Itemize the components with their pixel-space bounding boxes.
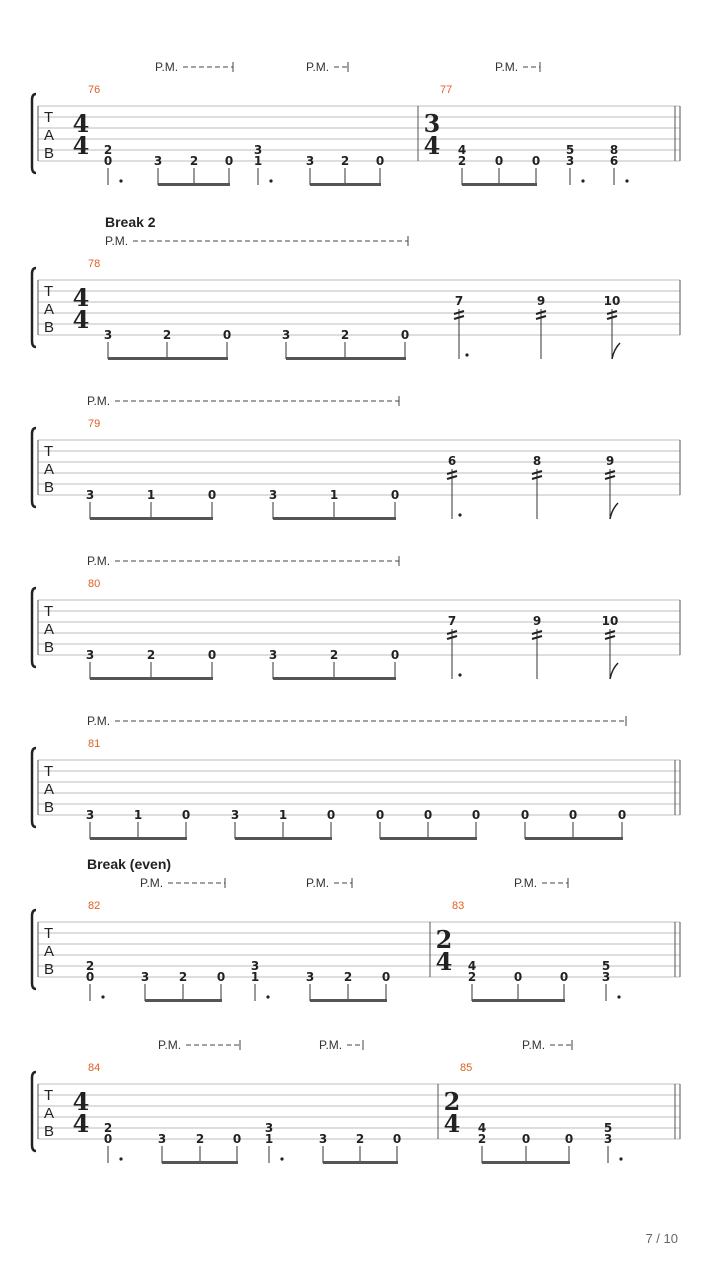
tab-clef-letter: T xyxy=(44,925,54,942)
tab-note xyxy=(447,614,462,679)
tab-note xyxy=(223,328,231,359)
tab-note xyxy=(147,648,155,679)
tab-note xyxy=(458,143,466,185)
tab-system xyxy=(32,60,680,186)
fret-number: 3 xyxy=(565,154,575,168)
palm-mute-label: P.M. xyxy=(140,876,164,890)
tab-note xyxy=(532,614,542,679)
fret-number: 1 xyxy=(264,1132,274,1146)
tab-note xyxy=(141,970,149,1001)
duration-dot xyxy=(119,179,122,182)
fret-number: 2 xyxy=(103,1121,113,1135)
time-signature-bottom: 4 xyxy=(423,131,441,160)
fret-number: 0 xyxy=(531,154,541,168)
tab-note xyxy=(154,154,162,185)
measure-number: 79 xyxy=(88,418,101,430)
tab-clef-letter: A xyxy=(44,461,55,478)
fret-number: 3 xyxy=(305,970,315,984)
palm-mute-label: P.M. xyxy=(306,60,330,74)
tab-system xyxy=(32,714,680,840)
palm-mute-label: P.M. xyxy=(87,394,111,408)
system-bracket xyxy=(32,910,36,989)
fret-number: 2 xyxy=(467,970,477,984)
fret-number: 3 xyxy=(603,1132,613,1146)
fret-number: 0 xyxy=(381,970,391,984)
tab-clef-letter: B xyxy=(44,479,55,496)
tab-note xyxy=(602,614,619,679)
beam xyxy=(162,1161,238,1164)
tab-note xyxy=(376,808,384,839)
fret-number: 0 xyxy=(494,154,504,168)
tab-note xyxy=(196,1132,204,1163)
tab-clef-letter: B xyxy=(44,145,55,162)
fret-number: 0 xyxy=(224,154,234,168)
measure-number: 80 xyxy=(88,578,101,590)
tab-clef-letter: A xyxy=(44,127,55,144)
tab-note xyxy=(265,1121,284,1163)
tab-note xyxy=(604,294,621,359)
time-signature-bottom: 4 xyxy=(443,1109,461,1138)
tab-system xyxy=(32,554,680,680)
duration-dot xyxy=(458,513,461,516)
duration-dot xyxy=(625,179,628,182)
tab-note xyxy=(341,328,349,359)
fret-number: 5 xyxy=(601,959,611,973)
tab-note xyxy=(478,1121,486,1163)
fret-number: 0 xyxy=(521,1132,531,1146)
fret-number: 4 xyxy=(457,143,467,157)
fret-number: 1 xyxy=(133,808,143,822)
fret-number: 2 xyxy=(162,328,172,342)
tab-note xyxy=(610,143,629,185)
tab-clef-letter: B xyxy=(44,1123,55,1140)
fret-number: 3 xyxy=(268,648,278,662)
tab-note xyxy=(254,143,273,185)
tab-note xyxy=(468,959,476,1001)
fret-number: 2 xyxy=(146,648,156,662)
duration-dot xyxy=(280,1157,283,1160)
note-flag xyxy=(612,343,620,359)
tab-note xyxy=(522,1132,530,1163)
tab-note xyxy=(376,154,384,185)
tab-note xyxy=(104,1121,123,1163)
tab-clef-letter: A xyxy=(44,621,55,638)
tab-note xyxy=(208,648,216,679)
tab-note xyxy=(86,959,105,1001)
beam xyxy=(90,837,187,840)
palm-mute-label: P.M. xyxy=(158,1038,182,1052)
palm-mute-label: P.M. xyxy=(155,60,179,74)
measure-number: 85 xyxy=(460,1062,473,1074)
fret-number: 3 xyxy=(157,1132,167,1146)
fret-number: 9 xyxy=(536,294,546,308)
fret-number: 0 xyxy=(390,648,400,662)
beam xyxy=(472,999,565,1002)
duration-dot xyxy=(458,673,461,676)
fret-number: 2 xyxy=(103,143,113,157)
tab-note xyxy=(330,488,338,519)
fret-number: 0 xyxy=(207,488,217,502)
fret-number: 4 xyxy=(477,1121,487,1135)
fret-number: 2 xyxy=(85,959,95,973)
tab-note xyxy=(602,959,621,1001)
fret-number: 2 xyxy=(195,1132,205,1146)
measure-number: 78 xyxy=(88,258,101,270)
tab-clef-letter: T xyxy=(44,109,54,126)
tab-clef-letter: T xyxy=(44,763,54,780)
duration-dot xyxy=(581,179,584,182)
tab-system xyxy=(32,394,680,520)
system-bracket xyxy=(32,268,36,347)
tab-clef-letter: T xyxy=(44,283,54,300)
tab-note xyxy=(605,454,618,519)
beam xyxy=(235,837,332,840)
beam xyxy=(310,999,387,1002)
tab-note xyxy=(319,1132,327,1163)
tab-note xyxy=(269,648,277,679)
tab-note xyxy=(306,970,314,1001)
fret-number: 3 xyxy=(85,488,95,502)
tab-note xyxy=(391,648,399,679)
tab-note xyxy=(134,808,142,839)
tab-note xyxy=(306,154,314,185)
fret-number: 0 xyxy=(568,808,578,822)
fret-number: 2 xyxy=(477,1132,487,1146)
fret-number: 0 xyxy=(513,970,523,984)
fret-number: 2 xyxy=(355,1132,365,1146)
note-flag xyxy=(610,663,618,679)
tab-note xyxy=(86,808,94,839)
duration-dot xyxy=(269,179,272,182)
beam xyxy=(145,999,222,1002)
fret-number: 1 xyxy=(250,970,260,984)
fret-number: 7 xyxy=(454,294,464,308)
duration-dot xyxy=(619,1157,622,1160)
fret-number: 1 xyxy=(329,488,339,502)
palm-mute-label: P.M. xyxy=(319,1038,343,1052)
measure-number: 82 xyxy=(88,900,101,912)
fret-number: 5 xyxy=(565,143,575,157)
tab-clef-letter: B xyxy=(44,319,55,336)
measure-number: 83 xyxy=(452,900,465,912)
fret-number: 3 xyxy=(85,808,95,822)
tab-note xyxy=(356,1132,364,1163)
tab-system xyxy=(32,214,680,360)
tab-note xyxy=(182,808,190,839)
beam xyxy=(525,837,623,840)
tab-clef-letter: A xyxy=(44,943,55,960)
time-signature-top: 3 xyxy=(423,109,441,138)
fret-number: 0 xyxy=(564,1132,574,1146)
time-signature-top: 4 xyxy=(72,109,90,138)
beam xyxy=(380,837,477,840)
measure-number: 84 xyxy=(88,1062,101,1074)
beam xyxy=(323,1161,398,1164)
tab-note xyxy=(269,488,277,519)
tab-note xyxy=(86,488,94,519)
tab-system xyxy=(32,856,680,1002)
beam xyxy=(108,357,228,360)
tab-note xyxy=(282,328,290,359)
tab-note xyxy=(251,959,270,1001)
fret-number: 0 xyxy=(375,808,385,822)
tab-note xyxy=(225,154,233,185)
palm-mute-label: P.M. xyxy=(87,554,111,568)
fret-number: 2 xyxy=(457,154,467,168)
tab-note xyxy=(393,1132,401,1163)
tab-note xyxy=(217,970,225,1001)
fret-number: 0 xyxy=(423,808,433,822)
fret-number: 1 xyxy=(278,808,288,822)
measure-number: 77 xyxy=(440,84,453,96)
time-signature-bottom: 4 xyxy=(72,305,90,334)
palm-mute-label: P.M. xyxy=(306,876,330,890)
tab-note xyxy=(179,970,187,1001)
fret-number: 3 xyxy=(153,154,163,168)
palm-mute-label: P.M. xyxy=(495,60,519,74)
fret-number: 3 xyxy=(250,959,260,973)
tab-note xyxy=(86,648,94,679)
palm-mute-label: P.M. xyxy=(87,714,111,728)
tab-note xyxy=(330,648,338,679)
tab-note xyxy=(560,970,568,1001)
system-bracket xyxy=(32,1072,36,1151)
tab-note xyxy=(536,294,546,359)
tab-note xyxy=(233,1132,241,1163)
tab-note xyxy=(618,808,626,839)
tab-note xyxy=(163,328,171,359)
fret-number: 0 xyxy=(222,328,232,342)
tab-clef-letter: A xyxy=(44,1105,55,1122)
palm-mute-label: P.M. xyxy=(514,876,538,890)
tab-note xyxy=(279,808,287,839)
fret-number: 6 xyxy=(609,154,619,168)
fret-number: 10 xyxy=(601,614,619,628)
time-signature-top: 2 xyxy=(435,925,453,954)
tab-note xyxy=(401,328,409,359)
fret-number: 9 xyxy=(532,614,542,628)
duration-dot xyxy=(617,995,620,998)
fret-number: 3 xyxy=(268,488,278,502)
fret-number: 7 xyxy=(447,614,457,628)
fret-number: 6 xyxy=(447,454,457,468)
tab-clef-letter: T xyxy=(44,1087,54,1104)
system-bracket xyxy=(32,588,36,667)
fret-number: 3 xyxy=(85,648,95,662)
tab-note xyxy=(104,143,123,185)
tab-note xyxy=(382,970,390,1001)
time-signature-bottom: 4 xyxy=(72,1109,90,1138)
fret-number: 2 xyxy=(340,328,350,342)
tab-note xyxy=(569,808,577,839)
beam xyxy=(462,183,537,186)
tab-clef-letter: B xyxy=(44,799,55,816)
fret-number: 9 xyxy=(605,454,615,468)
tab-note xyxy=(327,808,335,839)
fret-number: 4 xyxy=(467,959,477,973)
fret-number: 0 xyxy=(390,488,400,502)
fret-number: 3 xyxy=(230,808,240,822)
fret-number: 2 xyxy=(340,154,350,168)
fret-number: 8 xyxy=(532,454,542,468)
beam xyxy=(273,517,396,520)
beam xyxy=(273,677,396,680)
fret-number: 10 xyxy=(603,294,621,308)
fret-number: 3 xyxy=(281,328,291,342)
tab-clef-letter: A xyxy=(44,301,55,318)
fret-number: 0 xyxy=(559,970,569,984)
beam xyxy=(310,183,381,186)
tab-note xyxy=(344,970,352,1001)
tab-note xyxy=(532,454,542,519)
tab-system xyxy=(32,1038,680,1164)
tab-clef-letter: T xyxy=(44,443,54,460)
beam xyxy=(158,183,230,186)
tab-clef-letter: B xyxy=(44,961,55,978)
tab-note xyxy=(566,143,585,185)
tab-note xyxy=(147,488,155,519)
tab-note xyxy=(495,154,503,185)
tab-note xyxy=(532,154,540,185)
tab-clef-letter: T xyxy=(44,603,54,620)
fret-number: 0 xyxy=(181,808,191,822)
page-number: 7 / 10 xyxy=(645,1231,678,1246)
system-bracket xyxy=(32,748,36,827)
fret-number: 3 xyxy=(140,970,150,984)
tab-note xyxy=(190,154,198,185)
section-title: Break (even) xyxy=(87,856,172,872)
fret-number: 0 xyxy=(471,808,481,822)
fret-number: 0 xyxy=(85,970,95,984)
section-title: Break 2 xyxy=(105,214,156,230)
fret-number: 2 xyxy=(178,970,188,984)
tab-note xyxy=(514,970,522,1001)
system-bracket xyxy=(32,428,36,507)
duration-dot xyxy=(266,995,269,998)
tab-note xyxy=(104,328,112,359)
beam xyxy=(286,357,406,360)
measure-number: 76 xyxy=(88,84,101,96)
fret-number: 8 xyxy=(609,143,619,157)
fret-number: 1 xyxy=(146,488,156,502)
tab-note xyxy=(424,808,432,839)
tab-note xyxy=(521,808,529,839)
fret-number: 0 xyxy=(392,1132,402,1146)
fret-number: 0 xyxy=(617,808,627,822)
time-signature-bottom: 4 xyxy=(72,131,90,160)
tab-clef-letter: B xyxy=(44,639,55,656)
fret-number: 0 xyxy=(103,154,113,168)
duration-dot xyxy=(101,995,104,998)
tab-note xyxy=(472,808,480,839)
fret-number: 3 xyxy=(264,1121,274,1135)
fret-number: 0 xyxy=(216,970,226,984)
fret-number: 2 xyxy=(343,970,353,984)
tab-note xyxy=(341,154,349,185)
tab-note xyxy=(158,1132,166,1163)
duration-dot xyxy=(119,1157,122,1160)
fret-number: 1 xyxy=(253,154,263,168)
fret-number: 5 xyxy=(603,1121,613,1135)
note-flag xyxy=(610,503,618,519)
fret-number: 2 xyxy=(189,154,199,168)
time-signature-top: 4 xyxy=(72,1087,90,1116)
fret-number: 3 xyxy=(318,1132,328,1146)
fret-number: 0 xyxy=(103,1132,113,1146)
beam xyxy=(482,1161,570,1164)
fret-number: 3 xyxy=(305,154,315,168)
beam xyxy=(90,677,213,680)
tab-clef-letter: A xyxy=(44,781,55,798)
tab-note xyxy=(447,454,462,519)
tab-note xyxy=(454,294,469,359)
fret-number: 0 xyxy=(400,328,410,342)
fret-number: 0 xyxy=(326,808,336,822)
fret-number: 2 xyxy=(329,648,339,662)
tab-note xyxy=(565,1132,573,1163)
fret-number: 3 xyxy=(103,328,113,342)
time-signature-top: 2 xyxy=(443,1087,461,1116)
palm-mute-label: P.M. xyxy=(105,234,129,248)
palm-mute-label: P.M. xyxy=(522,1038,546,1052)
duration-dot xyxy=(465,353,468,356)
tab-note xyxy=(391,488,399,519)
time-signature-top: 4 xyxy=(72,283,90,312)
fret-number: 0 xyxy=(520,808,530,822)
tab-note xyxy=(231,808,239,839)
beam xyxy=(90,517,213,520)
tab-note xyxy=(604,1121,623,1163)
tab-note xyxy=(208,488,216,519)
measure-number: 81 xyxy=(88,738,101,750)
system-bracket xyxy=(32,94,36,173)
fret-number: 0 xyxy=(207,648,217,662)
fret-number: 3 xyxy=(253,143,263,157)
time-signature-bottom: 4 xyxy=(435,947,453,976)
fret-number: 3 xyxy=(601,970,611,984)
fret-number: 0 xyxy=(232,1132,242,1146)
fret-number: 0 xyxy=(375,154,385,168)
